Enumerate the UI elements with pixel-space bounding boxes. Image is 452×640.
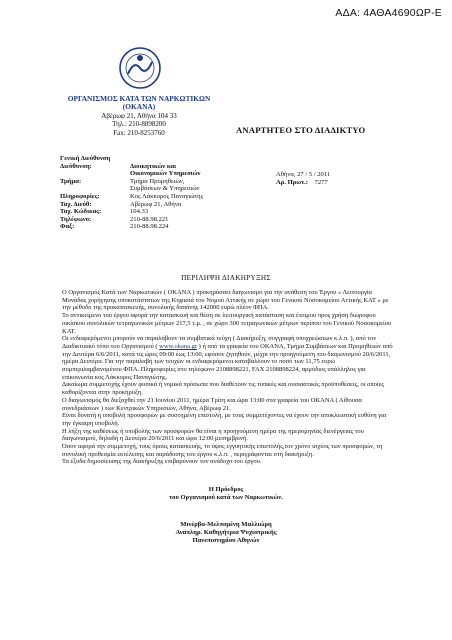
org-fax: Fax: 210-8253760 xyxy=(113,128,165,137)
paragraph: Τα έξοδα δημοσίευσης της διακήρυξης επιβαρύνουν τον ανάδοχο του έργου. xyxy=(62,458,262,466)
info-row: Τηλέφωνο: 210-88.98.221 xyxy=(60,215,169,223)
okana-website-link[interactable]: www.okana.gr xyxy=(159,342,198,350)
org-tel: Τηλ.: 210-8898200 xyxy=(112,120,166,129)
info-row: Συμβάσεων & Υπηρεσιών xyxy=(130,185,200,193)
paragraph: Οι ενδιαφερόμενοι μπορούν να παραλάβουν τα συμβατικά τεύχη ( Διακήρυξη, συγγραφή υποχρεώσεων κ.λ.π. ), από τον Διαδικτυακό τόπο του Οργανισμού ( www.okana.gr ) ή από τα γραφεία του ΟΚΑΝΑ, Τμήμα Συμβάσεων και Προμηθειών από την Δευτέρα 6/6/2011, κατά τις ώρες 09:00 έως 13:00, εφόσον ζητηθούν, μέχρι την προηγούμενη του διαγωνισμού 20/6/2011, ημέρα Δευτέρα. Για την παραλαβή των τευχών οι ενδιαφερόμενοι καταβάλλουν το ποσό των 11,75 ευρώ συμπεριλαμβανομένου ΦΠΑ. Πληροφορίες στο τηλέφωνο 2108898221, FAX 2108898224, αρμόδιος υπάλληλος για επικοινωνία κος Λάκκορος Παναγιώτης. xyxy=(62,335,393,381)
paragraph: Ο διαγωνισμός θα διεξαχθεί την 21 Ιουνίου 2011, ημέρα Τρίτη και ώρα 13:00 στα γραφεία του ΟΚΑΝΑ ( Αίθουσα συνεδριάσεων ) των Κεντρικών Υπηρεσιών, Αθήνα, Αβέρωφ 21. xyxy=(62,396,362,412)
okana-logo-icon xyxy=(118,46,162,90)
info-row: Τμήμα: Τμήμα Προμηθειών, xyxy=(60,177,185,185)
general-directorate: Γενική Διεύθυνση xyxy=(60,155,111,162)
ada-code: ΑΔΑ: 4ΑΘΑ4690ΩΡ-Ε xyxy=(335,7,442,19)
paragraph: Δικαίωμα συμμετοχής έχουν φυσικά ή νομικά πρόσωπα που διαθέτουν τις τυπικές και ουσιαστικές προϋποθέσεις, οι οποίες καθορίζονται στην προκήρυξη. xyxy=(62,381,384,397)
info-row: Φαξ: 210-88.98.224 xyxy=(60,223,169,231)
info-row: Διεύθυνση: Διοικητικών και xyxy=(60,162,177,170)
protocol-number: Αρ. Πρωτ.: 7277 xyxy=(276,179,328,187)
org-header xyxy=(64,95,214,137)
paragraph: Η λήξη της καθέσεως ή υποβολής των προσφορών θα είναι η προηγούμενη ημέρα της ημερομηνίας διενέργειας του διαγωνισμού, δηλαδή η Δευτέρα 20/6/2011 και ώρα 12:00 μεσημβρινή. xyxy=(62,427,364,443)
announce-label: ΑΝΑΡΤΗΤΕΟ ΣΤΟ ΔΙΑΔΙΚΤΥΟ xyxy=(236,125,366,135)
info-block xyxy=(60,155,260,231)
paragraph: Είναι δυνατή η υποβολή προσφορών με συστημένη επιστολή, με τους συμμετέχοντες να έχουν την αποκλειστική ευθύνη για την έγκαιρη υποβολή. xyxy=(62,412,387,427)
doc-title: ΠΕΡΙΛΗΨΗ ΔΙΑΚΗΡΥΞΗΣ xyxy=(181,274,271,282)
info-row: Ταχ. Διεύθ: Αβέρωφ 21, Αθήνα xyxy=(60,200,182,208)
info-row: Οικονομικών Υπηρεσιών xyxy=(130,170,201,178)
info-row: Πληροφορίες: Κος Λάκκορος Παναγιώτης xyxy=(60,192,204,200)
signature-name: Μινέρβα-Μελπομένη Μαλλιώρη Αναπληρ. Καθηγήτρια Ψυχιατρικής Πανεπιστημίου Αθηνών xyxy=(175,521,277,544)
info-row: Ταχ. Κώδικας: 104.33 xyxy=(60,208,149,216)
paragraph: Το αντικείμενο του έργου αφορά την κατασκευή και θέση σε λειτουργική κατάσταση και έτοιμου προς χρήση διώροφου οικίσκου συνολικών τετραγωνικών μέτρων 217,5 τ.μ. , σε χώρο 300 τετραγωνικών μέτρων περίπου του Γενικού Νοσοκομείου ΚΑΤ. xyxy=(62,312,392,335)
doc-body xyxy=(62,289,396,466)
date-block xyxy=(276,171,330,188)
org-address: Αβέρωφ 21, Αθήνα 104 33 xyxy=(101,111,177,120)
org-name: ΟΡΓΑΝΙΣΜΟΣ ΚΑΤΑ ΤΩΝ ΝΑΡΚΩΤΙΚΩΝ xyxy=(67,94,211,103)
signature-title: Η Πρόεδρος του Οργανισμού κατά των Ναρκωτικών. xyxy=(169,486,283,501)
doc-date: Αθήνα, 27 / 5 / 2011 xyxy=(276,171,331,178)
paragraph: Όσον αφορά την συμμετοχή, τους όρους κατασκευής, το ύψος εγγυητικής επιστολής,τον χρόνο ισχύος των προσφορών, τη συνολική προθεσμία εκτέλεσης και παράδοσης του έργου κ.λ.π. , περιγράφονται στη διακήρυξη. xyxy=(62,443,383,458)
paragraph: Ο Οργανισμός Κατά των Ναρκωτικών ( ΟΚΑΝΑ ) προκηρύσσει διαγωνισμό για την ανάθεση του Έργου « Λειτουργία Μονάδας χορήγησης υποκατάστατων της Κηφισιά του Νομού Αττικής σε χώρο του Γενικού Νοσοκομείου Αττικής ΚΑΤ » με την μέθοδο της προκατασκευής, συνολικής δαπάνης 142000 ευρώ πλέον ΦΠΑ. xyxy=(62,289,389,312)
org-abbrev: (ΟΚΑΝΑ) xyxy=(122,102,156,112)
